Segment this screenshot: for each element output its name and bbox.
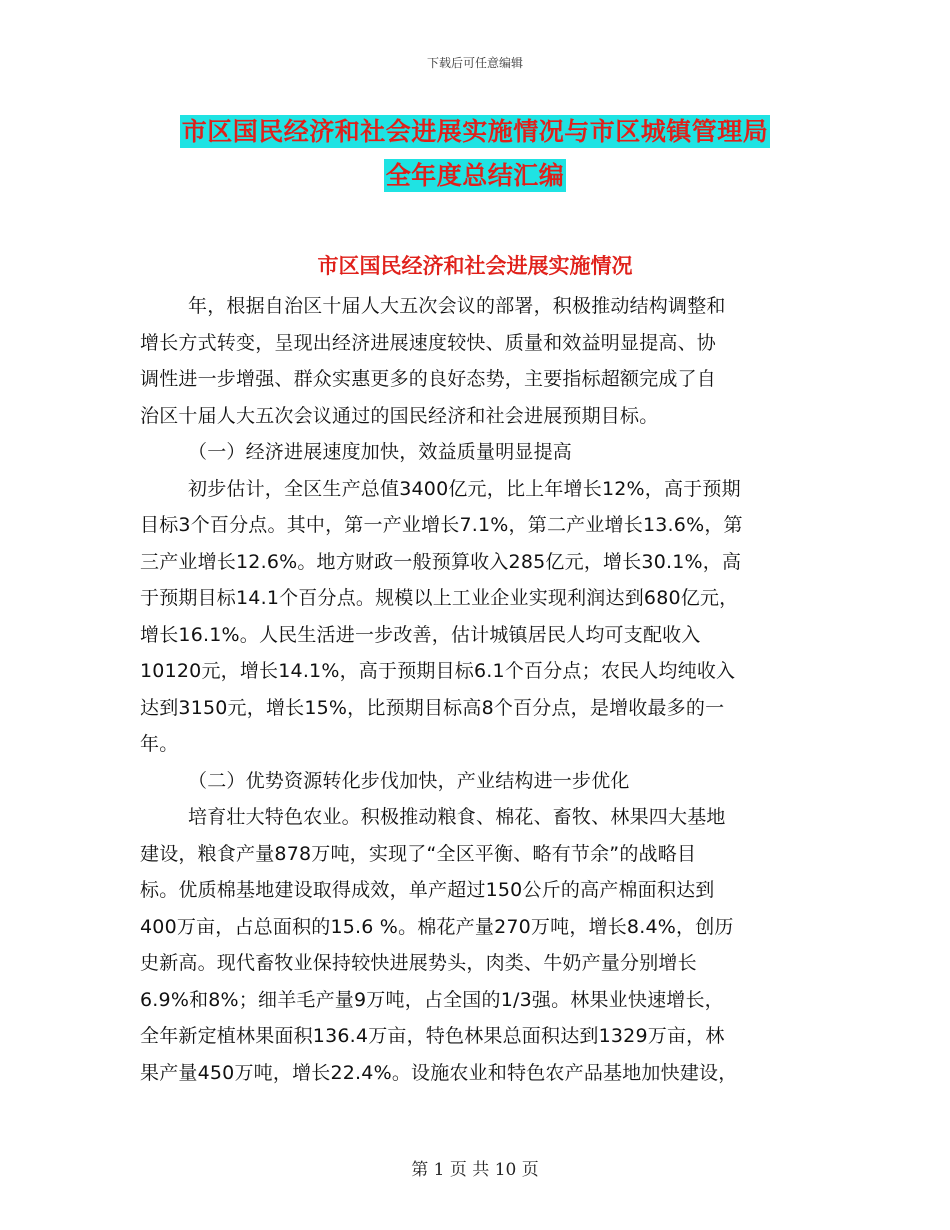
body-line: 于预期目标14.1个百分点。规模以上工业企业实现利润达到680亿元， — [140, 587, 739, 609]
document-title-line-2: 全年度总结汇编 — [385, 161, 565, 190]
section-title: 市区国民经济和社会进展实施情况 — [317, 254, 633, 278]
body-line: 目标3个百分点。其中，第一产业增长7.1%，第二产业增长13.6%，第 — [140, 514, 743, 536]
body-line: 治区十届人大五次会议通过的国民经济和社会进展预期目标。 — [140, 404, 659, 427]
subheading-1: （一）经济进展速度加快，效益质量明显提高 — [188, 441, 573, 463]
body-line: 达到3150元，增长15%，比预期目标高8个百分点，是增收最多的一 — [140, 696, 725, 719]
body-line: 10120元，增长14.1%，高于预期目标6.1个百分点；农民人均纯收入 — [140, 660, 736, 682]
body-line: 史新高。现代畜牧业保持较快进展势头，肉类、牛奶产量分别增长 — [140, 952, 697, 974]
page-footer: 第 1 页 共 10 页 — [411, 1160, 539, 1180]
body-line: 400万亩，占总面积的15.6 %。棉花产量270万吨，增长8.4%，创历 — [140, 915, 734, 938]
body-line: 年。 — [140, 733, 179, 755]
body-line: 6.9%和8%；细羊毛产量9万吨，占全国的1/3强。林果业快速增长， — [140, 988, 724, 1011]
body-text — [140, 288, 800, 1091]
body-line: 增长16.1%。人民生活进一步改善，估计城镇居民人均可支配收入 — [140, 623, 701, 646]
body-line: 增长方式转变，呈现出经济进展速度较快、质量和效益明显提高、协 — [140, 331, 717, 354]
header-note: 下载后可任意编辑 — [426, 56, 523, 70]
body-line: 标。优质棉基地建设取得成效，单产超过150公斤的高产棉面积达到 — [140, 879, 715, 901]
body-line: 初步估计，全区生产总值3400亿元，比上年增长12%，高于预期 — [188, 477, 741, 500]
body-line: 调性进一步增强、群众实惠更多的良好态势，主要指标超额完成了自 — [140, 368, 717, 390]
body-line: 全年新定植林果面积136.4万亩，特色林果总面积达到1329万亩，林 — [140, 1025, 725, 1047]
body-line: 建设，粮食产量878万吨，实现了“全区平衡、略有节余”的战略目 — [140, 842, 697, 865]
body-line: 三产业增长12.6%。地方财政一般预算收入285亿元，增长30.1%，高 — [140, 550, 742, 573]
body-line: 培育壮大特色农业。积极推动粮食、棉花、畜牧、林果四大基地 — [188, 806, 726, 828]
document-title-line-1: 市区国民经济和社会进展实施情况与市区城镇管理局 — [181, 117, 769, 146]
body-line: 果产量450万吨，增长22.4%。设施农业和特色农产品基地加快建设， — [140, 1061, 738, 1084]
subheading-2: （二）优势资源转化步伐加快，产业结构进一步优化 — [188, 769, 630, 792]
body-line: 年，根据自治区十届人大五次会议的部署，积极推动结构调整和 — [188, 295, 726, 317]
